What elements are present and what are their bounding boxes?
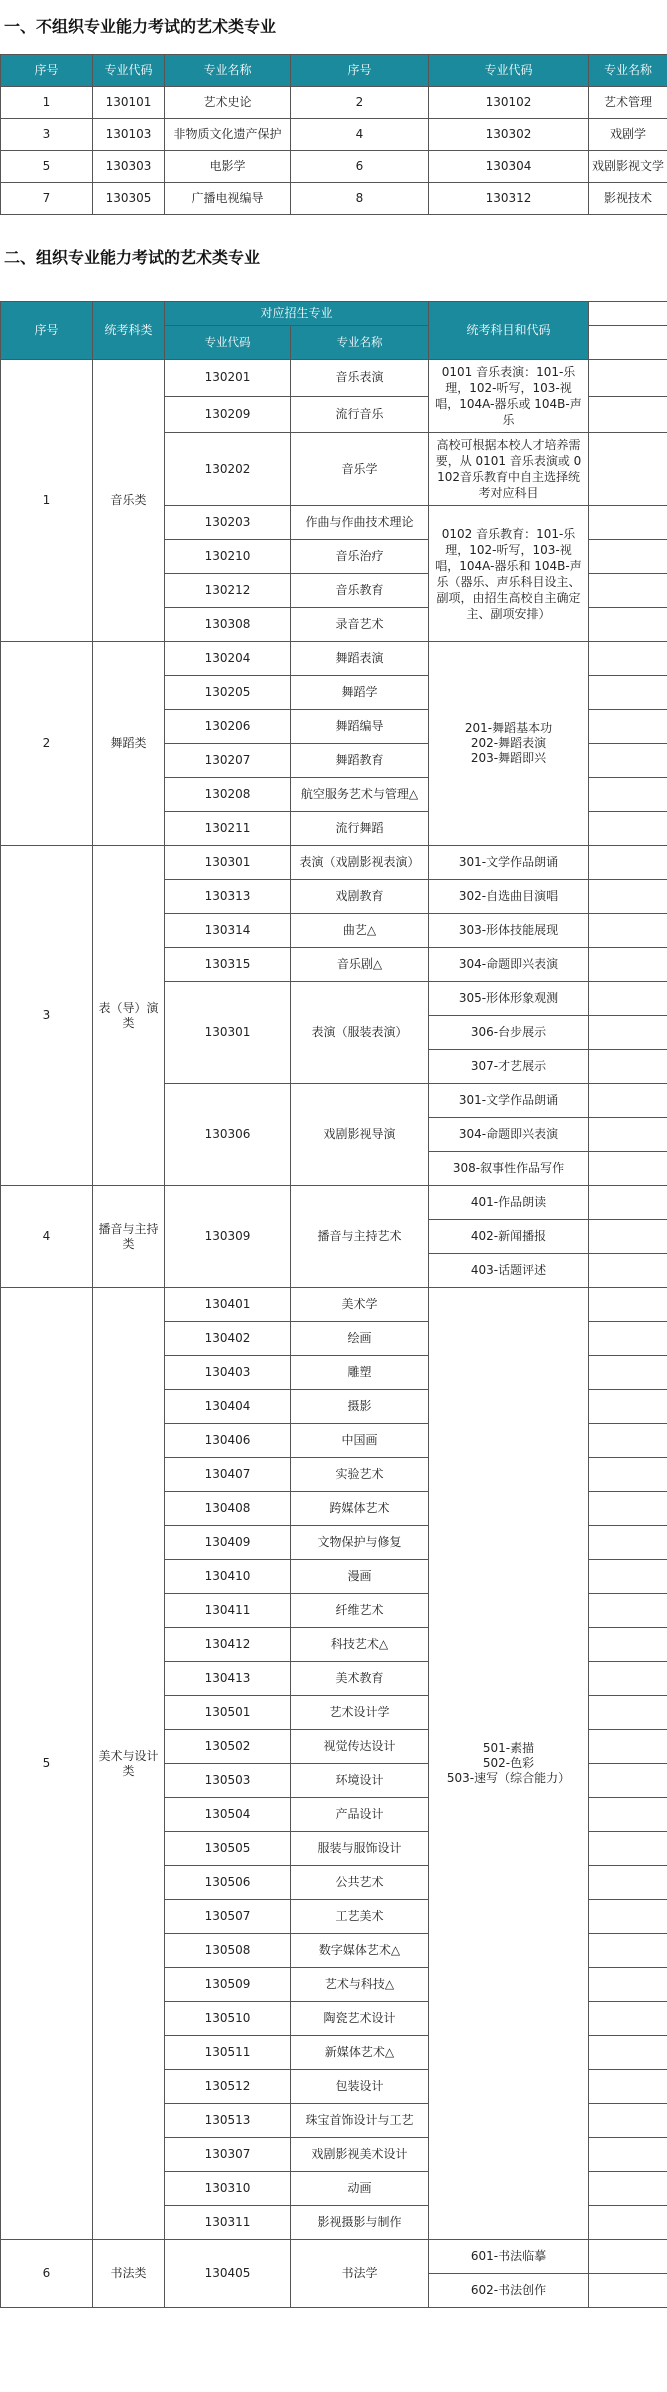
major-name-cell: 艺术与科技△ xyxy=(291,1968,429,2002)
code-cell: 130101 xyxy=(93,87,165,119)
major-name-cell: 摄影 xyxy=(291,1390,429,1424)
blank-cell xyxy=(589,710,667,744)
code-cell: 130304 xyxy=(429,151,589,183)
seq-cell: 8 xyxy=(291,183,429,215)
major-code-cell: 130405 xyxy=(165,2240,291,2308)
header-seq: 序号 xyxy=(1,55,93,87)
seq-cell: 1 xyxy=(1,87,93,119)
name-cell: 艺术管理 xyxy=(589,87,667,119)
major-name-cell: 产品设计 xyxy=(291,1798,429,1832)
blank-cell xyxy=(589,506,667,540)
blank-cell xyxy=(589,1900,667,1934)
subject-line: 502-色彩 xyxy=(482,1756,535,1770)
blank-cell xyxy=(589,1526,667,1560)
name-cell: 影视技术 xyxy=(589,183,667,215)
blank-cell xyxy=(589,1050,667,1084)
major-code-cell: 130207 xyxy=(165,744,291,778)
major-code-cell: 130210 xyxy=(165,540,291,574)
blank-cell xyxy=(589,880,667,914)
name-cell: 非物质文化遗产保护 xyxy=(165,119,291,151)
major-name-cell: 音乐治疗 xyxy=(291,540,429,574)
name-cell: 戏剧学 xyxy=(589,119,667,151)
seq-cell: 2 xyxy=(291,87,429,119)
blank-cell xyxy=(589,1322,667,1356)
major-name-cell: 音乐学 xyxy=(291,433,429,506)
subject-line: 501-素描 xyxy=(482,1741,535,1755)
blank-cell xyxy=(589,1458,667,1492)
blank-cell xyxy=(589,2172,667,2206)
major-code-cell: 130301 xyxy=(165,982,291,1084)
major-name-cell: 包装设计 xyxy=(291,2070,429,2104)
blank-cell xyxy=(589,1084,667,1118)
major-code-cell: 130203 xyxy=(165,506,291,540)
header-code: 专业代码 xyxy=(429,55,589,87)
category-cell: 美术与设计类 xyxy=(93,1288,165,2240)
blank-cell xyxy=(589,914,667,948)
seq-cell: 5 xyxy=(1,151,93,183)
blank-cell xyxy=(589,1560,667,1594)
major-name-cell: 舞蹈表演 xyxy=(291,642,429,676)
major-code-cell: 130501 xyxy=(165,1696,291,1730)
subject-cell: 0101 音乐表演：101-乐理，102-听写，103-视唱，104A-器乐或 104B-声乐 xyxy=(429,360,589,433)
subject-cell: 304-命题即兴表演 xyxy=(429,948,589,982)
major-code-cell: 130403 xyxy=(165,1356,291,1390)
major-code-cell: 130504 xyxy=(165,1798,291,1832)
subject-cell: 308-叙事性作品写作 xyxy=(429,1152,589,1186)
blank-cell xyxy=(589,642,667,676)
subject-cell: 302-自选曲目演唱 xyxy=(429,880,589,914)
section2-table xyxy=(0,301,667,2308)
major-code-cell: 130407 xyxy=(165,1458,291,1492)
major-code-cell: 130205 xyxy=(165,676,291,710)
seq-cell: 7 xyxy=(1,183,93,215)
seq-cell: 6 xyxy=(1,2240,93,2308)
major-code-cell: 130413 xyxy=(165,1662,291,1696)
major-code-cell: 130506 xyxy=(165,1866,291,1900)
major-name-cell: 服装与服饰设计 xyxy=(291,1832,429,1866)
major-name-cell: 跨媒体艺术 xyxy=(291,1492,429,1526)
major-code-cell: 130505 xyxy=(165,1832,291,1866)
major-code-cell: 130309 xyxy=(165,1186,291,1288)
major-code-cell: 130301 xyxy=(165,846,291,880)
subject-cell: 301-文学作品朗诵 xyxy=(429,846,589,880)
major-name-cell: 音乐剧△ xyxy=(291,948,429,982)
major-code-cell: 130201 xyxy=(165,360,291,397)
major-code-cell: 130410 xyxy=(165,1560,291,1594)
major-code-cell: 130307 xyxy=(165,2138,291,2172)
subject-cell: 305-形体形象观测 xyxy=(429,982,589,1016)
table-row xyxy=(1,119,667,151)
major-name-cell: 陶瓷艺术设计 xyxy=(291,2002,429,2036)
major-code-cell: 130401 xyxy=(165,1288,291,1322)
subject-cell xyxy=(429,1288,589,2240)
name-cell: 电影学 xyxy=(165,151,291,183)
major-name-cell: 科技艺术△ xyxy=(291,1628,429,1662)
major-code-cell: 130408 xyxy=(165,1492,291,1526)
major-name-cell: 纤维艺术 xyxy=(291,1594,429,1628)
major-name-cell: 航空服务艺术与管理△ xyxy=(291,778,429,812)
major-name-cell: 雕塑 xyxy=(291,1356,429,1390)
blank-cell xyxy=(589,1288,667,1322)
subject-line: 202-舞蹈表演 xyxy=(470,736,547,750)
blank-cell xyxy=(589,812,667,846)
blank-cell xyxy=(589,302,667,326)
subject-cell: 301-文学作品朗诵 xyxy=(429,1084,589,1118)
major-code-cell: 130508 xyxy=(165,1934,291,1968)
category-cell: 音乐类 xyxy=(93,360,165,642)
major-name-cell: 舞蹈编导 xyxy=(291,710,429,744)
seq-cell: 4 xyxy=(1,1186,93,1288)
major-code-cell: 130502 xyxy=(165,1730,291,1764)
header-name: 专业名称 xyxy=(165,55,291,87)
blank-cell xyxy=(589,1594,667,1628)
major-code-cell: 130404 xyxy=(165,1390,291,1424)
blank-cell xyxy=(589,1220,667,1254)
seq-cell: 1 xyxy=(1,360,93,642)
header-name: 专业名称 xyxy=(291,326,429,360)
blank-cell xyxy=(589,1662,667,1696)
header-code: 专业代码 xyxy=(93,55,165,87)
blank-cell xyxy=(589,1118,667,1152)
seq-cell: 2 xyxy=(1,642,93,846)
major-name-cell: 流行音乐 xyxy=(291,396,429,433)
major-name-cell: 环境设计 xyxy=(291,1764,429,1798)
major-name-cell: 舞蹈学 xyxy=(291,676,429,710)
table-row xyxy=(1,2240,667,2274)
seq-cell: 6 xyxy=(291,151,429,183)
major-code-cell: 130503 xyxy=(165,1764,291,1798)
subject-cell: 403-话题评述 xyxy=(429,1254,589,1288)
category-cell: 播音与主持类 xyxy=(93,1186,165,1288)
seq-cell: 3 xyxy=(1,119,93,151)
major-code-cell: 130315 xyxy=(165,948,291,982)
blank-cell xyxy=(589,1424,667,1458)
blank-cell xyxy=(589,1798,667,1832)
major-code-cell: 130306 xyxy=(165,1084,291,1186)
header-exam-type: 统考科类 xyxy=(93,302,165,360)
major-name-cell: 艺术设计学 xyxy=(291,1696,429,1730)
major-code-cell: 130409 xyxy=(165,1526,291,1560)
major-name-cell: 作曲与作曲技术理论 xyxy=(291,506,429,540)
major-code-cell: 130510 xyxy=(165,2002,291,2036)
major-name-cell: 实验艺术 xyxy=(291,1458,429,1492)
blank-cell xyxy=(589,676,667,710)
major-code-cell: 130511 xyxy=(165,2036,291,2070)
major-name-cell: 书法学 xyxy=(291,2240,429,2308)
code-cell: 130305 xyxy=(93,183,165,215)
subject-cell: 307-才艺展示 xyxy=(429,1050,589,1084)
seq-cell: 5 xyxy=(1,1288,93,2240)
header-subjects: 统考科目和代码 xyxy=(429,302,589,360)
major-name-cell: 视觉传达设计 xyxy=(291,1730,429,1764)
blank-cell xyxy=(589,2070,667,2104)
major-name-cell: 美术学 xyxy=(291,1288,429,1322)
subject-cell: 高校可根据本校人才培养需要，从 0101 音乐表演或 0102音乐教育中自主选择统考对应科目 xyxy=(429,433,589,506)
blank-cell xyxy=(589,1934,667,1968)
major-name-cell: 戏剧教育 xyxy=(291,880,429,914)
major-name-cell: 播音与主持艺术 xyxy=(291,1186,429,1288)
section1-title: 一、不组织专业能力考试的艺术类专业 xyxy=(4,17,277,36)
blank-cell xyxy=(589,326,667,360)
header-seq: 序号 xyxy=(1,302,93,360)
blank-cell xyxy=(589,1492,667,1526)
blank-cell xyxy=(589,433,667,506)
blank-cell xyxy=(589,1390,667,1424)
blank-cell xyxy=(589,540,667,574)
blank-cell xyxy=(589,2002,667,2036)
seq-cell: 3 xyxy=(1,846,93,1186)
major-name-cell: 录音艺术 xyxy=(291,608,429,642)
section1-table xyxy=(0,54,667,215)
major-code-cell: 130509 xyxy=(165,1968,291,2002)
table-row xyxy=(1,1288,667,1322)
major-name-cell: 漫画 xyxy=(291,1560,429,1594)
code-cell: 130102 xyxy=(429,87,589,119)
category-cell: 书法类 xyxy=(93,2240,165,2308)
table-row xyxy=(1,846,667,880)
major-code-cell: 130204 xyxy=(165,642,291,676)
major-code-cell: 130513 xyxy=(165,2104,291,2138)
subject-cell: 304-命题即兴表演 xyxy=(429,1118,589,1152)
major-code-cell: 130512 xyxy=(165,2070,291,2104)
blank-cell xyxy=(589,1764,667,1798)
major-name-cell: 音乐教育 xyxy=(291,574,429,608)
major-code-cell: 130411 xyxy=(165,1594,291,1628)
name-cell: 艺术史论 xyxy=(165,87,291,119)
header-name: 专业名称 xyxy=(589,55,667,87)
major-code-cell: 130311 xyxy=(165,2206,291,2240)
major-name-cell: 音乐表演 xyxy=(291,360,429,397)
table-row xyxy=(1,183,667,215)
blank-cell xyxy=(589,1866,667,1900)
major-name-cell: 美术教育 xyxy=(291,1662,429,1696)
blank-cell xyxy=(589,948,667,982)
header-majors-group: 对应招生专业 xyxy=(165,302,429,326)
major-code-cell: 130412 xyxy=(165,1628,291,1662)
major-code-cell: 130310 xyxy=(165,2172,291,2206)
major-code-cell: 130313 xyxy=(165,880,291,914)
category-cell: 舞蹈类 xyxy=(93,642,165,846)
major-name-cell: 珠宝首饰设计与工艺 xyxy=(291,2104,429,2138)
section2-header-row xyxy=(1,302,667,326)
code-cell: 130302 xyxy=(429,119,589,151)
subject-cell: 401-作品朗读 xyxy=(429,1186,589,1220)
major-code-cell: 130209 xyxy=(165,396,291,433)
major-name-cell: 数字媒体艺术△ xyxy=(291,1934,429,1968)
blank-cell xyxy=(589,1152,667,1186)
major-name-cell: 戏剧影视美术设计 xyxy=(291,2138,429,2172)
table-row xyxy=(1,1186,667,1220)
subject-line: 201-舞蹈基本功 xyxy=(464,721,553,735)
subject-cell: 601-书法临摹 xyxy=(429,2240,589,2274)
major-name-cell: 文物保护与修复 xyxy=(291,1526,429,1560)
blank-cell xyxy=(589,2036,667,2070)
blank-cell xyxy=(589,360,667,397)
blank-cell xyxy=(589,744,667,778)
major-code-cell: 130507 xyxy=(165,1900,291,1934)
blank-cell xyxy=(589,1016,667,1050)
major-name-cell: 舞蹈教育 xyxy=(291,744,429,778)
major-code-cell: 130206 xyxy=(165,710,291,744)
major-code-cell: 130208 xyxy=(165,778,291,812)
blank-cell xyxy=(589,608,667,642)
blank-cell xyxy=(589,2138,667,2172)
blank-cell xyxy=(589,574,667,608)
blank-cell xyxy=(589,846,667,880)
major-name-cell: 影视摄影与制作 xyxy=(291,2206,429,2240)
table-row xyxy=(1,360,667,397)
major-code-cell: 130314 xyxy=(165,914,291,948)
blank-cell xyxy=(589,778,667,812)
blank-cell xyxy=(589,2206,667,2240)
major-name-cell: 工艺美术 xyxy=(291,1900,429,1934)
category-cell: 表（导）演类 xyxy=(93,846,165,1186)
blank-cell xyxy=(589,1696,667,1730)
table-row xyxy=(1,642,667,676)
subject-cell: 303-形体技能展现 xyxy=(429,914,589,948)
code-cell: 130103 xyxy=(93,119,165,151)
blank-cell xyxy=(589,2240,667,2274)
major-code-cell: 130212 xyxy=(165,574,291,608)
major-code-cell: 130308 xyxy=(165,608,291,642)
header-seq: 序号 xyxy=(291,55,429,87)
blank-cell xyxy=(589,1628,667,1662)
major-name-cell: 动画 xyxy=(291,2172,429,2206)
subject-cell: 0102 音乐教育：101-乐理，102-听写，103-视唱，104A-器乐和 104B-声乐（器乐、声乐科目设主、副项，由招生高校自主确定主、副项安排） xyxy=(429,506,589,642)
blank-cell xyxy=(589,1832,667,1866)
subject-cell: 602-书法创作 xyxy=(429,2274,589,2308)
blank-cell xyxy=(589,1968,667,2002)
subject-line: 203-舞蹈即兴 xyxy=(470,751,547,765)
major-name-cell: 表演（戏剧影视表演） xyxy=(291,846,429,880)
section2-title: 二、组织专业能力考试的艺术类专业 xyxy=(4,248,261,267)
major-code-cell: 130202 xyxy=(165,433,291,506)
code-cell: 130312 xyxy=(429,183,589,215)
blank-cell xyxy=(589,2274,667,2308)
major-name-cell: 曲艺△ xyxy=(291,914,429,948)
name-cell: 戏剧影视文学 xyxy=(589,151,667,183)
major-code-cell: 130406 xyxy=(165,1424,291,1458)
subject-cell: 306-台步展示 xyxy=(429,1016,589,1050)
subject-cell: 402-新闻播报 xyxy=(429,1220,589,1254)
code-cell: 130303 xyxy=(93,151,165,183)
major-name-cell: 戏剧影视导演 xyxy=(291,1084,429,1186)
major-name-cell: 流行舞蹈 xyxy=(291,812,429,846)
major-name-cell: 公共艺术 xyxy=(291,1866,429,1900)
major-name-cell: 中国画 xyxy=(291,1424,429,1458)
header-code: 专业代码 xyxy=(165,326,291,360)
blank-cell xyxy=(589,1356,667,1390)
major-name-cell: 表演（服装表演） xyxy=(291,982,429,1084)
name-cell: 广播电视编导 xyxy=(165,183,291,215)
blank-cell xyxy=(589,1186,667,1220)
major-name-cell: 新媒体艺术△ xyxy=(291,2036,429,2070)
blank-cell xyxy=(589,2104,667,2138)
subject-cell xyxy=(429,642,589,846)
major-code-cell: 130211 xyxy=(165,812,291,846)
blank-cell xyxy=(589,982,667,1016)
table-row xyxy=(1,151,667,183)
table-row xyxy=(1,87,667,119)
subject-line: 503-速写（综合能力） xyxy=(446,1771,571,1785)
major-code-cell: 130402 xyxy=(165,1322,291,1356)
section1-header-row xyxy=(1,55,667,87)
blank-cell xyxy=(589,1254,667,1288)
blank-cell xyxy=(589,1730,667,1764)
major-name-cell: 绘画 xyxy=(291,1322,429,1356)
blank-cell xyxy=(589,396,667,433)
seq-cell: 4 xyxy=(291,119,429,151)
